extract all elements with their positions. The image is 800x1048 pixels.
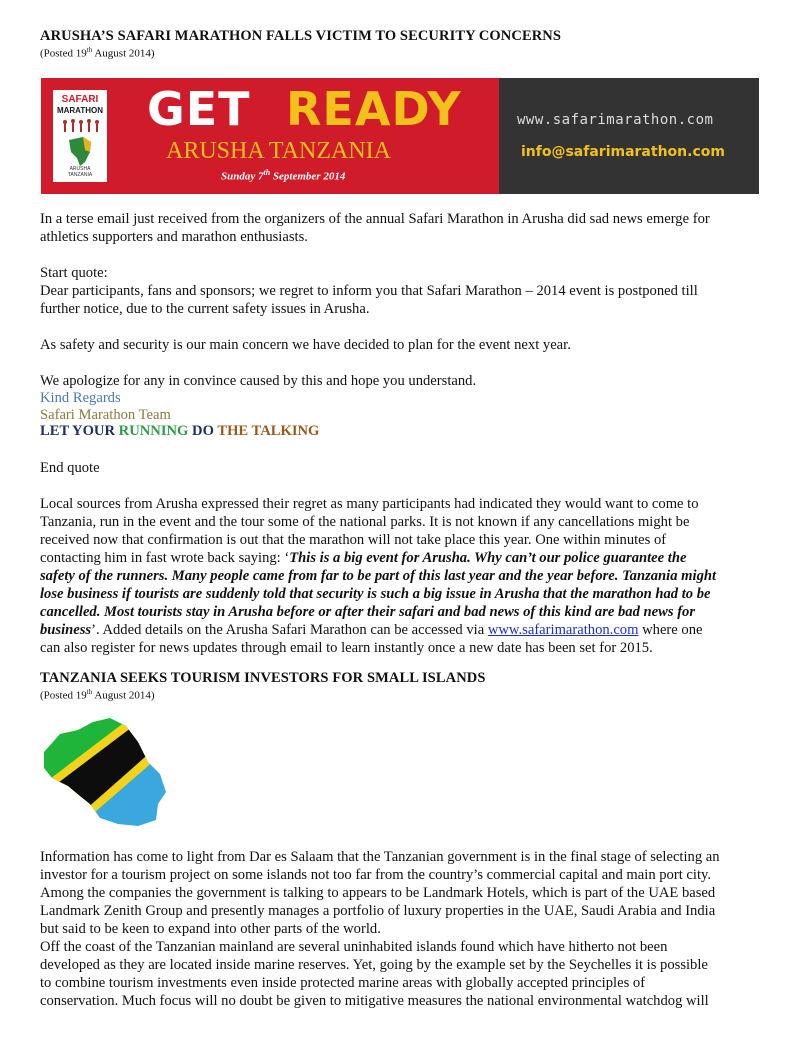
logo-text-safari: SAFARI [61, 94, 99, 105]
article1-posted-date: (Posted 19th August 2014) [40, 46, 155, 60]
quote-paragraph-1: Dear participants, fans and sponsors; we regret to inform you that Safari Marathon – 2014 event is postponed till further notice, due to the current safety issues in Arusha. [40, 283, 698, 317]
article2-posted-date: (Posted 19th August 2014) [40, 688, 155, 702]
quote-paragraph-2: As safety and security is our main concern we have decided to plan for the event next year. [40, 337, 571, 353]
banner-red-panel [41, 78, 499, 194]
safari-marathon-logo [53, 90, 107, 182]
slogan: LET YOUR RUNNING DO THE TALKING [40, 423, 320, 439]
safari-marathon-banner [41, 78, 759, 194]
article1-headline: ARUSHA’S SAFARI MARATHON FALLS VICTIM TO SECURITY CONCERNS [40, 28, 562, 44]
article2-headline: TANZANIA SEEKS TOURISM INVESTORS FOR SMALL ISLANDS [40, 670, 486, 686]
quote-start: Start quote: [40, 265, 108, 281]
logo-text-marathon: MARATHON [56, 106, 104, 115]
logo-text-tanzania: TANZANIA [67, 172, 93, 178]
safarimarathon-link[interactable]: www.safarimarathon.com [487, 622, 639, 638]
quote-paragraph-3: We apologize for any in convince caused by this and hope you understand. [40, 373, 477, 389]
article1-paragraph-intro: In a terse email just received from the organizers of the annual Safari Marathon in Arusha did sad news emerge for athletics supporters and marathon enthusiasts. [40, 211, 710, 245]
tanzania-flag-map-icon [38, 712, 178, 832]
banner-location: ARUSHA TANZANIA [166, 138, 391, 164]
banner-ready-text: READY [286, 82, 462, 136]
quote-end: End quote [40, 460, 100, 476]
banner-dark-panel [499, 78, 759, 194]
article2-body: Information has come to light from Dar es Salaam that the Tanzanian government is in the final stage of selecting an investor for a tourism project on some islands not too far from the country’s commercial capital and main port city. Among the companies the government is talking to appears to be Landmark Hotels, which is part of the UAE based Landmark Zenith Group and presently manages a portfolio of luxury properties in the UAE, Saudi Arabia and India but said to be keen to expand into other parts of the world. Off the coast of the Tanzanian mainland are several uninhabited islands found which have hitherto not been developed as they are located inside marine reserves. Yet, going by the example set by the Seychelles it is possible to combine tourism investments even inside protected marine areas with globally accepted principles of conservation. Much focus will no doubt be given to mitigative measures the national environmental watchdog will [40, 849, 720, 1009]
banner-get-text: GET [147, 82, 251, 136]
team-signature: Safari Marathon Team [40, 407, 171, 423]
article1-paragraph-sources: Local sources from Arusha expressed their regret as many participants had indicated they would want to come to Tanzania, run in the event and the tour some of the national parks. It is not known if any cancellations might be received now that confirmation is out that the marathon will not take place this year. One within minutes of contacting him in fast wrote back saying: ‘This is a big event for Arusha. Why can’t our police guarantee the safety of the runners. Many people came from far to be part of this last year and the year before. Tanzania might lose business if tourists are suddenly told that security is such a big issue in Arusha that the marathon had to be cancelled. Most tourists stay in Arusha before or after their safari and bad news of this kind are bad news for business’. Added details on the Arusha Safari Marathon can be accessed via www.safarimarathon.com where one can also register for news updates through email to learn instantly once a new date has been set for 2015. [40, 496, 717, 656]
banner-website: www.safarimarathon.com [517, 112, 714, 128]
logo-text-arusha: ARUSHA [69, 166, 91, 172]
banner-email: info@safarimarathon.com [521, 144, 725, 160]
kind-regards: Kind Regards [40, 390, 121, 406]
banner-event-date: Sunday 7th September 2014 [221, 168, 346, 183]
